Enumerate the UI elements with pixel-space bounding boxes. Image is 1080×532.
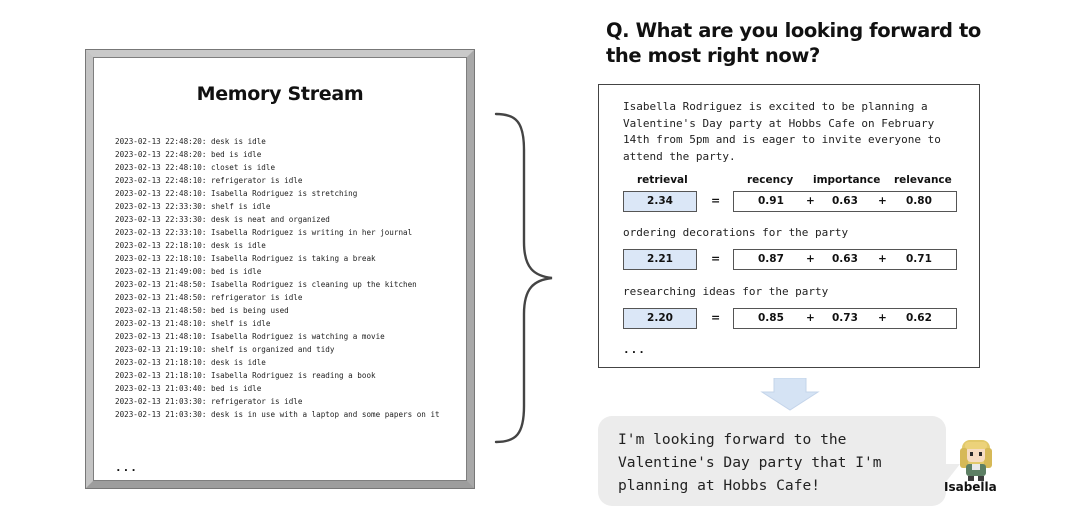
equals-sign: = bbox=[711, 311, 721, 324]
plus-sign: + bbox=[806, 312, 815, 324]
relevance-value: 0.80 bbox=[906, 195, 932, 207]
memory-stream-title: Memory Stream bbox=[196, 83, 364, 105]
header-relevance: relevance bbox=[894, 174, 952, 186]
memory-entry: 2023-02-13 22:48:20: bed is idle bbox=[115, 150, 262, 159]
memory-entry: 2023-02-13 22:33:10: Isabella Rodriguez is writing in her journal bbox=[115, 228, 413, 237]
memory-entry: 2023-02-13 22:48:20: desk is idle bbox=[115, 137, 266, 146]
memory-entry: 2023-02-13 21:49:00: bed is idle bbox=[115, 267, 262, 276]
header-importance: importance bbox=[813, 174, 881, 186]
response-bubble bbox=[598, 416, 946, 506]
memory-entry: 2023-02-13 22:18:10: Isabella Rodriguez is taking a break bbox=[115, 254, 376, 263]
score-terms bbox=[733, 191, 957, 212]
equals-sign: = bbox=[711, 252, 721, 265]
header-recency: recency bbox=[747, 174, 794, 186]
memory-stream-list bbox=[115, 135, 455, 421]
memory-text: ordering decorations for the party bbox=[623, 226, 849, 239]
memory-stream-ellipsis: ... bbox=[115, 461, 138, 474]
memory-entry: 2023-02-13 21:03:30: desk is in use with a laptop and some papers on it bbox=[115, 410, 440, 419]
memory-entry: 2023-02-13 22:33:30: shelf is idle bbox=[115, 202, 271, 211]
memory-entry: 2023-02-13 22:48:10: refrigerator is idle bbox=[115, 176, 303, 185]
relevance-value: 0.62 bbox=[906, 312, 932, 324]
importance-value: 0.63 bbox=[832, 253, 858, 265]
retrieval-score: 2.34 bbox=[623, 191, 697, 212]
score-terms bbox=[733, 249, 957, 270]
recency-value: 0.91 bbox=[758, 195, 784, 207]
plus-sign: + bbox=[806, 253, 815, 265]
memory-entry: 2023-02-13 21:19:10: shelf is organized and tidy bbox=[115, 345, 335, 354]
memory-entry: 2023-02-13 21:18:10: Isabella Rodriguez is reading a book bbox=[115, 371, 376, 380]
curly-brace bbox=[492, 110, 556, 446]
importance-value: 0.73 bbox=[832, 312, 858, 324]
memory-entry: 2023-02-13 22:33:30: desk is neat and organized bbox=[115, 215, 330, 224]
plus-sign: + bbox=[878, 312, 887, 324]
question-title: Q. What are you looking forward to the most right now? bbox=[606, 19, 981, 67]
response-text: I'm looking forward to the Valentine's Day party that I'm planning at Hobbs Cafe! bbox=[618, 431, 882, 494]
plus-sign: + bbox=[806, 195, 815, 207]
memory-stream-panel bbox=[86, 50, 474, 488]
retrieval-score: 2.20 bbox=[623, 308, 697, 329]
down-arrow-icon bbox=[760, 378, 820, 412]
recency-value: 0.85 bbox=[758, 312, 784, 324]
memory-entry: 2023-02-13 21:48:50: refrigerator is idle bbox=[115, 293, 303, 302]
equals-sign: = bbox=[711, 194, 721, 207]
retrieval-panel bbox=[598, 84, 980, 368]
importance-value: 0.63 bbox=[832, 195, 858, 207]
plus-sign: + bbox=[878, 253, 887, 265]
isabella-avatar-icon bbox=[954, 436, 998, 482]
recency-value: 0.87 bbox=[758, 253, 784, 265]
score-terms bbox=[733, 308, 957, 329]
relevance-value: 0.71 bbox=[906, 253, 932, 265]
retrieval-ellipsis: ... bbox=[623, 343, 646, 356]
memory-entry: 2023-02-13 21:48:10: shelf is idle bbox=[115, 319, 271, 328]
memory-entry: 2023-02-13 22:48:10: Isabella Rodriguez is stretching bbox=[115, 189, 358, 198]
memory-entry: 2023-02-13 21:18:10: desk is idle bbox=[115, 358, 266, 367]
header-retrieval: retrieval bbox=[637, 174, 688, 186]
memory-entry: 2023-02-13 21:03:30: refrigerator is idle bbox=[115, 397, 303, 406]
retrieval-score: 2.21 bbox=[623, 249, 697, 270]
memory-entry: 2023-02-13 21:48:50: Isabella Rodriguez is cleaning up the kitchen bbox=[115, 280, 417, 289]
memory-entry: 2023-02-13 21:03:40: bed is idle bbox=[115, 384, 262, 393]
memory-text: researching ideas for the party bbox=[623, 285, 829, 298]
memory-text: Isabella Rodriguez is excited to be planning a Valentine's Day party at Hobbs Cafe on February 14th from 5pm and is eager to invite everyone to attend the party. bbox=[623, 100, 941, 163]
memory-entry: 2023-02-13 22:18:10: desk is idle bbox=[115, 241, 266, 250]
memory-entry: 2023-02-13 21:48:10: Isabella Rodriguez is watching a movie bbox=[115, 332, 385, 341]
memory-entry: 2023-02-13 21:48:50: bed is being used bbox=[115, 306, 289, 315]
plus-sign: + bbox=[878, 195, 887, 207]
memory-entry: 2023-02-13 22:48:10: closet is idle bbox=[115, 163, 276, 172]
avatar-name: Isabella bbox=[944, 480, 997, 494]
